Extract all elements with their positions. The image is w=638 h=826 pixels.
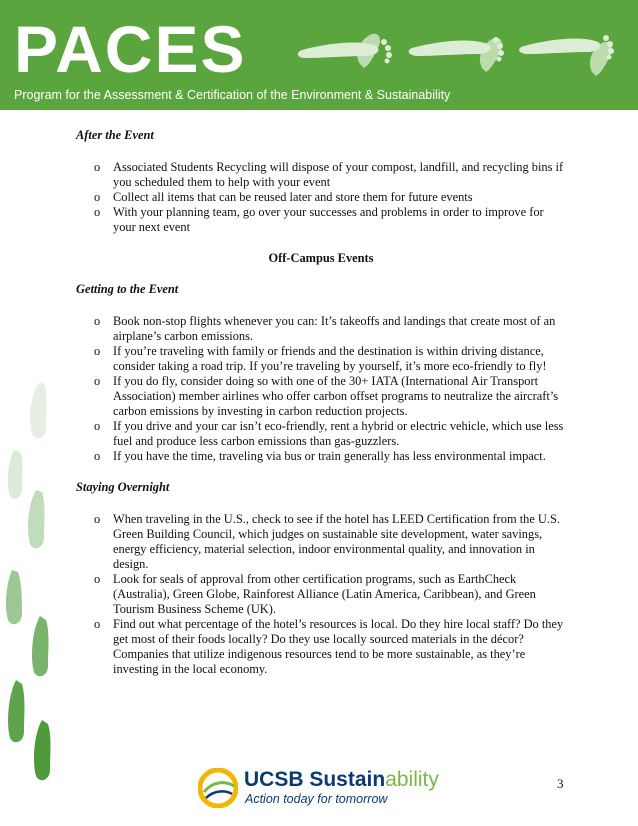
ucsb-name-main: UCSB Sustain [244, 768, 386, 791]
page-number: 3 [557, 776, 564, 791]
ucsb-tagline: Action today for tomorrow [245, 792, 388, 806]
list-item: o When traveling in the U.S., check to see if the hotel has LEED Certification from the U.S. Green Building Council, which judges on sustainable site development, water savings, energy efficiency, material selection, indoor environmental quality, and innovation in design. [76, 512, 566, 572]
center-heading: Off-Campus Events [268, 251, 374, 265]
list-item: o Collect all items that can be reused later and store them for future events [76, 190, 566, 205]
document-body [76, 128, 566, 693]
header-tagline: Program for the Assessment & Certification of the Environment & Sustainability [14, 88, 451, 102]
section-heading: Getting to the Event [76, 282, 179, 296]
paces-logo: PACES [14, 12, 247, 86]
list-item: o If you do fly, consider doing so with one of the 30+ IATA (International Air Transport Association) member airlines who offer carbon offset programs to neutralize the aircraft’s carbon emissions by investing in carbon reduction projects. [76, 374, 566, 419]
list-item: o If you have the time, traveling via bus or train generally has less environmental impact. [76, 449, 566, 464]
bullet-list [76, 160, 566, 235]
list-item: o Look for seals of approval from other certification programs, such as EarthCheck (Australia), Green Globe, Rainforest Alliance (Latin America, Caribbean), and Green Tourism Business Scheme (UK). [76, 572, 566, 617]
header-banner [0, 0, 638, 110]
list-item: o Book non-stop flights whenever you can: It’s takeoffs and landings that create most of an airplane’s carbon emissions. [76, 314, 566, 344]
list-item: o With your planning team, go over your successes and problems in order to improve for your next event [76, 205, 566, 235]
section-heading: Staying Overnight [76, 480, 170, 494]
side-footprints-icon [0, 380, 80, 800]
ucsb-name [244, 768, 439, 792]
bullet-list [76, 512, 566, 677]
list-item: o Associated Students Recycling will dispose of your compost, landfill, and recycling bins if you scheduled them to help with your event [76, 160, 566, 190]
swirl-logo-icon [198, 768, 238, 808]
ucsb-sustainability-logo [198, 766, 439, 812]
section-heading: After the Event [76, 128, 154, 142]
bullet-list [76, 314, 566, 464]
list-item: o If you drive and your car isn’t eco-friendly, rent a hybrid or electric vehicle, which use less fuel and produce less carbon emissions than gas-guzzlers. [76, 419, 566, 449]
list-item: o If you’re traveling with family or friends and the destination is within driving distance, consider taking a road trip. If you’re traveling by yourself, it’s more eco-friendly to fly! [76, 344, 566, 374]
footprints-icon [292, 12, 638, 82]
list-item: o Find out what percentage of the hotel’s resources is local. Do they hire local staff? Do they get most of their foods locally? Do they use locally sourced materials in the décor? Companies that utilize indigenous resources tend to be more sustainable, as they’re investing in the local economy. [76, 617, 566, 677]
ucsb-name-accent: ability [385, 768, 439, 791]
